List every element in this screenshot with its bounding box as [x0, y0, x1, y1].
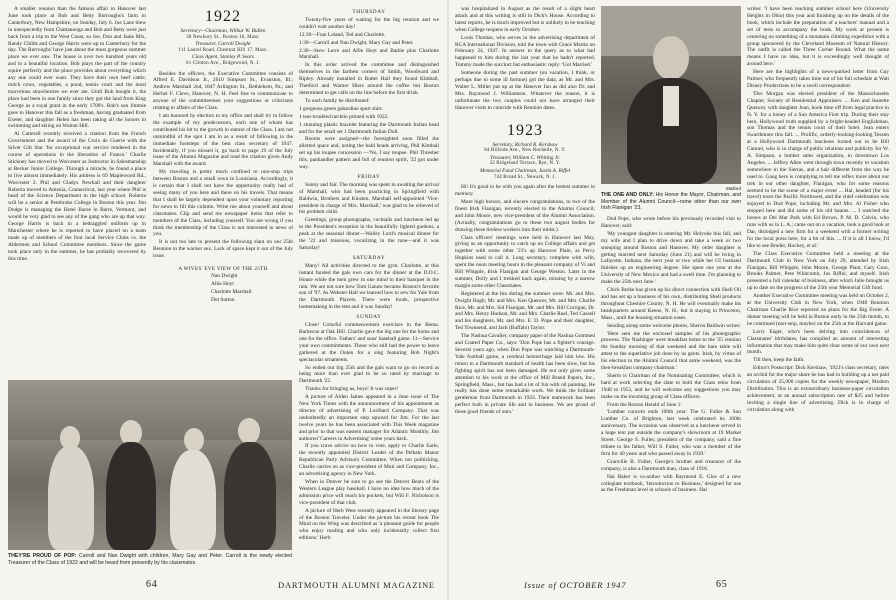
list-item: 1 tear-troubled necktie printed with 1922.: [299, 113, 389, 120]
treasurer-line: Treasurer, Carroll Dwight: [195, 41, 251, 48]
paragraph: Dud Pope, who wrote before his previously recorded visit to Hanover, said:: [601, 216, 741, 229]
paragraph: So ended our big 25th and the gals want to go on record as being more than ever glad to be so rated by marriage to Dartmouth '22.: [299, 364, 439, 385]
left-column-3: [299, 6, 439, 574]
photo-credit-text: Mallard: [725, 186, 741, 191]
paragraph: A picture of Herb West recently appeared in the literary page of the Boston Traveler. Under the picture his recent book The Mind on the Wing was described as 'a pleasant guide for people who enjoy reading and who only incidentally collect first editions.' Herb: [299, 507, 439, 542]
class-1922-column: [153, 6, 293, 378]
list-item: 1 stunning plastic bracelet featuring the Dartmouth Indian head and for the small set 1 Dartmouth Indian Doll.: [299, 121, 439, 135]
photo-caption: [601, 192, 741, 212]
schedule-item: 12:30—Fran Leland, Ted and Charlotte.: [299, 31, 386, 38]
paragraph: In this order arrived the committee and distinguished themselves in the farthest corners of Smith, Woodward and Ripley. Already installed in Butter Hall they found Kimball, Thetford and Warner Hiers around the coffee but Boston determined to get calls on the line before the first drink.: [299, 62, 439, 96]
day-heading: SATURDAY: [352, 254, 386, 261]
paragraph: Sending along some welcome photos, Sheron Baldwin writes:: [607, 322, 741, 329]
paragraph: Greetings, group photographs, cocktails and luncheon led up to the President's reception in the beautifully lighted gardens, a peak at the seasonal dinner—Walley Lord's musical dinner for the '22 and missions, vocalizing in the tune—and it was Saturday!: [299, 217, 439, 251]
paragraph: I am honored by election to my office and shall try to follow the example of my predecessors, each one of whom has contributed his bit to the growth in stature of the Class. I am not unmindful of the spot I am in as a result of following in the immediate footsteps of the best class secretary of 1947. Incidentally, if you missed it, go back to page 19 of the July issue of the Alumni Magazine and read the citation given Andy Marshall with the award.: [153, 113, 293, 168]
paragraph: It is not too late to present the following slant on our 25th Reunion to the wacker sex. Lack of space kept it out of the July issue.: [153, 239, 293, 260]
paragraph: Granville B. Fuller, George's brother and treasurer of the company, is also a Dartmouth man, class of 1916.: [601, 458, 741, 472]
caption-lead: THEY'RE PROUD OF POP:: [8, 553, 77, 559]
paragraph: The Nashua Cavalier, company paper of the Nashua Gummed and Coated Paper Co., says: 'Don Pope has a fighter's courage. Several years ago, when Don Pope was watching a Dartmouth-Yale football game, a cerebral hemorrhage laid him low. His return to a Dartmouth standard of health has been slow, but his fighting spirit has not been damaged. He not only gives some attention to his work at the office of Mill Brand Papers, Inc., Springfield, Mass., but has had a lot of fun with oil painting. He really has done some remarkable work. We think the brilliant gentleman from Dartmouth in 1923. Their teamwork has been perfect both in private life and in business. We are proud of these good friends of ours.': [455, 333, 595, 416]
right-column-3: [747, 6, 889, 574]
page-number-left: 64: [146, 579, 158, 590]
paragraph: To each family he distributed:: [305, 97, 370, 104]
right-column-2: [601, 216, 741, 574]
page-gutter: [447, 0, 449, 600]
fund-chairman-line: Memorial Fund Chairman, Justin A. Riffel: [479, 167, 571, 174]
poem-title: A WIVES' EYE VIEW OF THE 25TH: [178, 266, 268, 273]
day-heading: FRIDAY: [357, 173, 381, 180]
paragraph: Larry Eager, who's been delving into coincidences of Classmates' birthdates, has compiled an amount of interesting information that may make him quite clear some of our own next month.: [747, 328, 889, 356]
left-column-1: [8, 6, 146, 378]
paragraph: Till then, keep the faith.: [753, 357, 805, 364]
caption-text: Carroll and Nan Dwight with children, Mary Gay and Peter. Carroll is the newly elected Treasurer of the Class of 1922 and will be heard from presently by his classmates.: [8, 553, 292, 566]
paragraph: Louis Thomas, who serves in the advertising department of RCA International Division, told the town with Grace Martin on February 24, 1947. In answer to the query as to what had happened to him during the last year that he hadn't reported, Tommy made the succinct but enthusiastic reply: 'Got Married.': [455, 34, 595, 69]
fund-chairman-address: 744 Broad St., Newark, N. J.: [493, 174, 557, 180]
paragraph: When in Denver be sure to go see the Denver Bears of the Western League play baseball. I have no idea how much of the admission price will reach his pockets, but Will F. Nicholson is vice-president of that club.: [299, 479, 439, 506]
paragraph: was hospitalized in August as the result of a slight heart attack and at this writing is still in Dick's House. According to latest reports, he is much improved but is unlikely to be teaching when College reopens in early October.: [455, 6, 595, 33]
paragraph: My traveling is pretty much confined to non-stop trips between Boston and a small town in Louisiana. Accordingly, it is certain that I shall not have the opportunity really had of seeing many of you here and there on his travels. That means that I shall be largely dependent upon your voluntary reporting for news to fill this column. Write me about yourself and about classmates. Clip and send me newspaper items that refer to members of the Class, including yourself. You are wrong if you think the membership of the Class is not interested in news of you.: [153, 169, 293, 238]
family-photo: [8, 380, 292, 550]
paragraph: 'Here sent me the enclosed samples of his photographic prowess. The Nashinger were breakfast home to the '25 reunion the Sunday morning of that weekend and the bare table will attest to the superlative job done by us gents. Irish, by virtue of his election to the Alumni Council that same weekend, was the then-breakfast company chairman.': [601, 330, 741, 372]
agent-address: 61 Clinton Ave., Ridgewood, N. J.: [186, 60, 260, 66]
magazine-title: DARTMOUTH ALUMNI MAGAZINE: [278, 580, 435, 590]
paragraph: writes: 'I have been teaching summer school here (University Heights in Ohio) this year and finishing up on the details of the book, which include the preparation of a teachers' manual and a set of tests to accompany the book. My work at present is centering on something of a mountain climbing expedition with a group sponsored by the Cleveland Museum of Natural History. The outfit is called the Three Corner Round. What the name means I have no idea, but it is exceedingly well thought of around here.': [747, 6, 889, 68]
day-heading: THURSDAY: [352, 9, 386, 15]
secretary-address: 38 Newbury St., Boston 16, Mass.: [186, 34, 260, 40]
poem-line: Allie Hoyt: [211, 280, 234, 287]
paragraph: The Class Executive Committee held a meeting at the Dartmouth Club in New York on July 29, attended by Irish Flanigan, Bill Whipple, John Moore, George Plant, Gary Guss, Brooks Palmer, Pete Whitcomb, Jus Riffel, and myself. Irish presented a full calendar of business, after which Julie brought us up to date on the progress of the 25th year Memorial Gift fund.: [747, 250, 889, 292]
paragraph: Someone during the past summer (on vacation, I think, or perhaps due to some ill fortune) got the data, as Mr. and Mrs. Walter L. Miller put up at the Hanover Inn as did also Dr. and Mrs. Raymond J. Williamson. Whatever the reason, it is unfortunate the two couples could not have arranged their Hanover visits to coincide with Reunion dates.: [455, 70, 595, 111]
paragraph: 'My youngest daughter is entering Mt. Holyoke this fall, and my wife and I plan to drive down and take a week or two snooping around Boston and Hanover. My older daughter is getting married next Saturday (June 21) and will be living in Lafayette, Indiana, the next year or two while her GI husband finishes up an engineering degree. She spent one year at the University of New Mexico and had a swell time. I'm planning to make the 25th next June.': [601, 230, 741, 286]
paragraph: Twenty-five years of waiting for the big reunion and we couldn't wait another day!: [299, 16, 439, 30]
paragraph: Hal Baker is co-author with Raymond E. Glos of a new collegiate textbook, 'Introduction to Business,' designed for use as the Freshman level in schools of business. Hal: [601, 473, 741, 494]
day-heading: SUNDAY: [356, 314, 382, 321]
secretary-address: 84 Hillside Ave., New Rochelle, N. Y.: [484, 148, 566, 154]
paragraph: Besides the officers, the Executive Committee consists of Alfred E. Davidson Jr., 2610 Simpson St., Evanston, Ill.; Andrew Marshall 2nd, 1847 Arlington St., Bethlehem, Pa.; and Herbel F. Cleve, Hanover, N. H. Feel free to communicate to anyone of the committeemen your suggestions or criticisms relating to affairs of the Class.: [153, 70, 293, 112]
agent-line: Class Agent, Stanley P. Sears: [192, 54, 254, 61]
schedule-item: 2:30—Stew Lerre and Allie Hoyt and Batbie plus Charlotte Marshall.: [299, 47, 439, 61]
paragraph: If you crave advice on how to vote, apply to Charlie Earle, the recently appointed District Leader of the Pelham Manor Republican Party Advisory Committee. When not politicking, Charlie carries on as vice-president of Muir and Company, Inc., an advertising agency in New York.: [299, 443, 439, 478]
paragraph: Rooms were assigned—the foresighted soon filled the allotted space and, noting the bald heads arriving, Phil Kimball set up his toupee concession —'No, I say toupee. Phil Thresher this, panhandler pattern and full of reunion spirit, '22 got under way.: [299, 136, 439, 171]
treasurer-line: Treasurer, William C. Whiting Jr.: [490, 154, 560, 161]
paragraph: Sherm is Chairman of the Nominating Committee, which is hard at work selecting the slate to hold the Class reins from 1948 to 1953, and he will welcome any suggestions you may make on the incoming group of Class officers.: [601, 372, 741, 400]
paragraph: Registered at the Inn during the summer were: Mr. and Mrs. Dwight Hugh; Mr. and Mrs. Ken Quencer, Mr. and Mrs. Charlie Rice, Mr. and Mrs. Sid Flanigan, Mr. and Mrs. Bill Corrigan, Dr. and Mrs. Henry Hudson, Mr. and Mrs. Charlie Ruel, Ted Cassell and his daughters, Mr. and Mrs. E. D. Pope and their daughter, Ted Townsend, and Jack (Buffalo) Taylor.: [455, 290, 595, 332]
paragraph: Here are the highlights of a news-packed letter from Gay Palmer, who frequently takes time out of his full schedule at Walt Disney Productions to be a swell correspondent:: [747, 69, 889, 89]
poem-line: Dot Sutton: [211, 296, 235, 303]
paragraph: From the Boston Herald of June 1:: [607, 401, 682, 408]
paragraph: Chick Burke has given up his direct connection with Shell Oil and has set up a business of his own, distributing Shell products throughout Cheshire County, N. H. He will eventually make his headquarters around Keene, N. H., but is staying in Princeton, Mass., until the housing situation eases.: [601, 287, 741, 321]
secretary-line: Secretary—Chairman, Wilbur W. Bullen: [180, 28, 266, 34]
paragraph: Thanks for bringing us, boys! It was super!: [305, 386, 399, 393]
paragraph: Close! Colorful commencement exercises in the Bema. Barbecue at Oak Hill. Charlie gave the big one for the home and one for the office. Fathers' and sons' baseball game. 11—Service your own commitments. Those who still had the power to leave gathered at the Outen for a sing featuring Bob Night's spectacular ornaments.: [299, 322, 439, 363]
caption-text: His Honor the Mayor, Chairman, and Member of the Alumni Council—none other than our own Irish Flanigan '23.: [601, 192, 741, 212]
right-column-1: [455, 6, 595, 574]
secretary-line: Secretary, Richard R. Kershaw: [492, 141, 558, 148]
paragraph: Sunny and fair. The morning was spent in awaiting the arrival of Marshall, who had been practicing in Springfield with Baldwin, Brothers and Kinsten. Marshall self-appointed 'Vice-president in charge of Mrs. Marshall,' was glad to be relieved of his problem child.: [299, 181, 439, 216]
treasurer-address: 111 Laurel Road, Chestnut Hill 17, Mass.: [178, 47, 268, 53]
paragraph: A smaller reunion than the famous affair in Hanover last June took place at Bob and Betty Burroughs's farm in Canterbury, New Hampshire, on Sunday, July 6. Joe Lane blew in unexpectedly from Chattanooga and Bob and Betty were just back from a trip to the West Coast, so Joe, Don and Janie Mix, Randy Childs and George Harris were up to Canterbury for the day. The Burroughs' have just about the most gorgeous summer place we ever saw. The house is over two hundred years old and in a beautiful location. Bob plays the part of the country squire perfectly and the place provides about everything which any one could ever want. They have their own beef cattle, milch cows, vegetables, a pond, tennis court and the most marvelous strawberries we ever ate. Until Bob bought it, the place had been in one family since they got the land from King George as a royal grant in the early 1700's. Bob's son Jimmie goes to Hanover this fall as a freshman, having graduated from Exeter, and daughter Helen has been taking all the honors in swimming and skiing on Walnut Hill.: [8, 6, 146, 130]
caption-lead: THE ONE AND ONLY:: [601, 192, 654, 198]
paragraph: Another Executive Committee meeting was held on October 2, at the University Club in New York, when 1948 Reunion Chairman Charlie Rice reported on plans for the Big Event. A dinner meeting will be held in Boston early in the 25th month, to be continued (non-stop, maybe) on the 25th at the Harvard game.: [747, 293, 889, 327]
issue-date: Issue of OCTOBER 1947: [524, 580, 627, 590]
schedule-item: 1:30—Carroll and Nan Dwight, Mary Gay and Peter.: [299, 39, 414, 46]
photo-caption: [8, 553, 292, 566]
paragraph: 'Doc Morgan was elected president of the Massachusetts Chapter, Society of Residential Appraisers. ... Ken and Jeanette Quencer, with daughter Jean, hook time off from legal practice in N. Y. for a honey of a Sun America First trip. During their stay here, Hollywood truth supplied by a bright-headed Englishman, son Thomas and the tennis court of their hotel. Jean enters Swarthmore this fall. ... Prolific, orderly-looking-looking Tesson at a Hollywood Dartmouth luncheon turned out to be Bill Conrad, who is in charge of public relations and publicity for W. A. Simpson, a lumber sales organization, in downtown Los Angeles. ... Jeffrey Allen went through town recently to vacation somewhere in the Sierras, and a hair different from the way he used to. Gang here is complying to tell me reflex more about our trek in our other daughter, Flanigan, who for some reasons seemed to be the scene of a major event ... Hal, headed (for his travel) tours the Pacific Northwest, and the chief celebration was enjoyed to Dud Pope, including Mr. and Mrs. Al Fisher who stopped here and did some of his old haunts. ... I watched the horses at Del Mar Park with Ed Brown, P. M. D. Calvin, who runs with us in L. A.; came out on a vacation, took a good look at Dar, dislodged a new firm for a weekend with a former writing for the local press here, for a bit of this. ... If it is all I know, I'd like to see Broder, Hockey, et al.': [747, 90, 889, 249]
paragraph: Many! All activities directed to the gym. Charlotte, at this instant funded the gals own cars for the dinner at the D.O.C. House while the men grew in one mind to their banquet in the rain. We are not sure how Tom Ganaw became Boston's favorite son of '97. As Webster Hall we learned how to sew for Yale from the Dartmouth Players. There were foods, prospective homemaking in the tent and it was Sunday!: [299, 262, 439, 311]
class-year-heading: 1922: [205, 8, 241, 25]
mayor-photo: [601, 6, 741, 184]
poem-line: Nan Dwight: [211, 272, 238, 279]
paragraph: More high honors, and sincere congratulations, to two of the finest Irish Flanigan, recently elected to the Alumni Council; and John Moore, new vice-president of the Alumni Association. (Actually, congratulations go to these two august bodies for drawing these tireless workers into their midst.): [455, 198, 595, 233]
treasurer-address: 32 Ridgeland Terrace, Rye, N. Y.: [489, 161, 561, 167]
paragraph: Editor's Postscript: Dick Kershaw, '1923's class secretary, rates an orchid for the major share he has had in building up a net paid circulation of 25,000 copies for the weekly newspaper, Modern Distribution. This is an extraordinary business-paper circulation achievement, at an annual subscription rate of $25 and before inviting a single line of advertising. Dick is in charge of circulation along with: [747, 365, 889, 413]
paragraph: A picture of Alden James appeared in a June issue of The New York Times with the announcement of his appointment as director of advertising of P. Lorillard Company. That was undoubtedly an important step upward for Jim. For the last twelve years he has been associated with This Week magazine and prior to that was eastern manager for Atlantic Monthly. Jim authored 'Careers in Advertising' some years back.: [299, 394, 439, 442]
page-number-right: 65: [716, 579, 728, 590]
paragraph: Hi! It's good to be with you again after the hottest summer in memory.: [455, 184, 595, 198]
class-year-heading: 1923: [507, 121, 543, 139]
poem-line: Charlotte Marshall: [211, 288, 252, 295]
paragraph: Class officers' meetings were held in Hanover last May, giving us an opportunity to catch up on College affairs and get together with some other '23's up Hanover Plain, as Percy Hopkins used to call it. Long secretary, complete with wife, spent the noon meeting hours in the pleasant company of Vi and Bill Whipple, Irish Flanigan and George Weston. Later in the summer, Dolly and I trekked back again, missing by a narrow margin some other Classmates.: [455, 234, 595, 289]
paragraph: Al Catterall recently received a citation from the French Government and the award of the Croix de Guerre with the Silver Gilt Star 'for exceptional war service rendered in the course of operations in the liberation of France.' Charlie Stickney has moved to Worcester as Instructor in Salesmanship at Becker Junior College. Through a miracle, he found a place to live almost immediately. His address is 69 Maplewood Rd., Worcester 2. Phil and Gladys Newhall and their daughter Roberta moved to Amenia, Connecticut, last year where Phil is head of the Science Department in the high school. Roberta will be a senior at Pembroke College in Boston this year. Jim Dodge is managing the Hotel Baree in Barre, Vermont, and would be very glad to see any of the gang who are up that way. George Harris is back in a bedraggled uniform up in Manchester where he is reported to have placed on a team made up of members of the four local Service Clubs vs. the Aldermen and School Committee members. Since the game took place only in the summer, he has probably recovered by this time.: [8, 131, 146, 262]
paragraph: 'Lumber concern ends 100th year: The G. Fuller & Son Lumber Co. of Brighton, last week celebrated its 100th anniversary. The occasion was observed at a luncheon served in a huge tent put outside the company's showroom at 19 Market Street. George S. Fuller, president of the company, said a fine tribute to his father, Will S. Fuller, who was a member of the firm for 40 years and who passed away in 1939.': [601, 409, 741, 457]
list-item: 1 gorgeous green gabardine sport shirt.: [299, 105, 384, 112]
